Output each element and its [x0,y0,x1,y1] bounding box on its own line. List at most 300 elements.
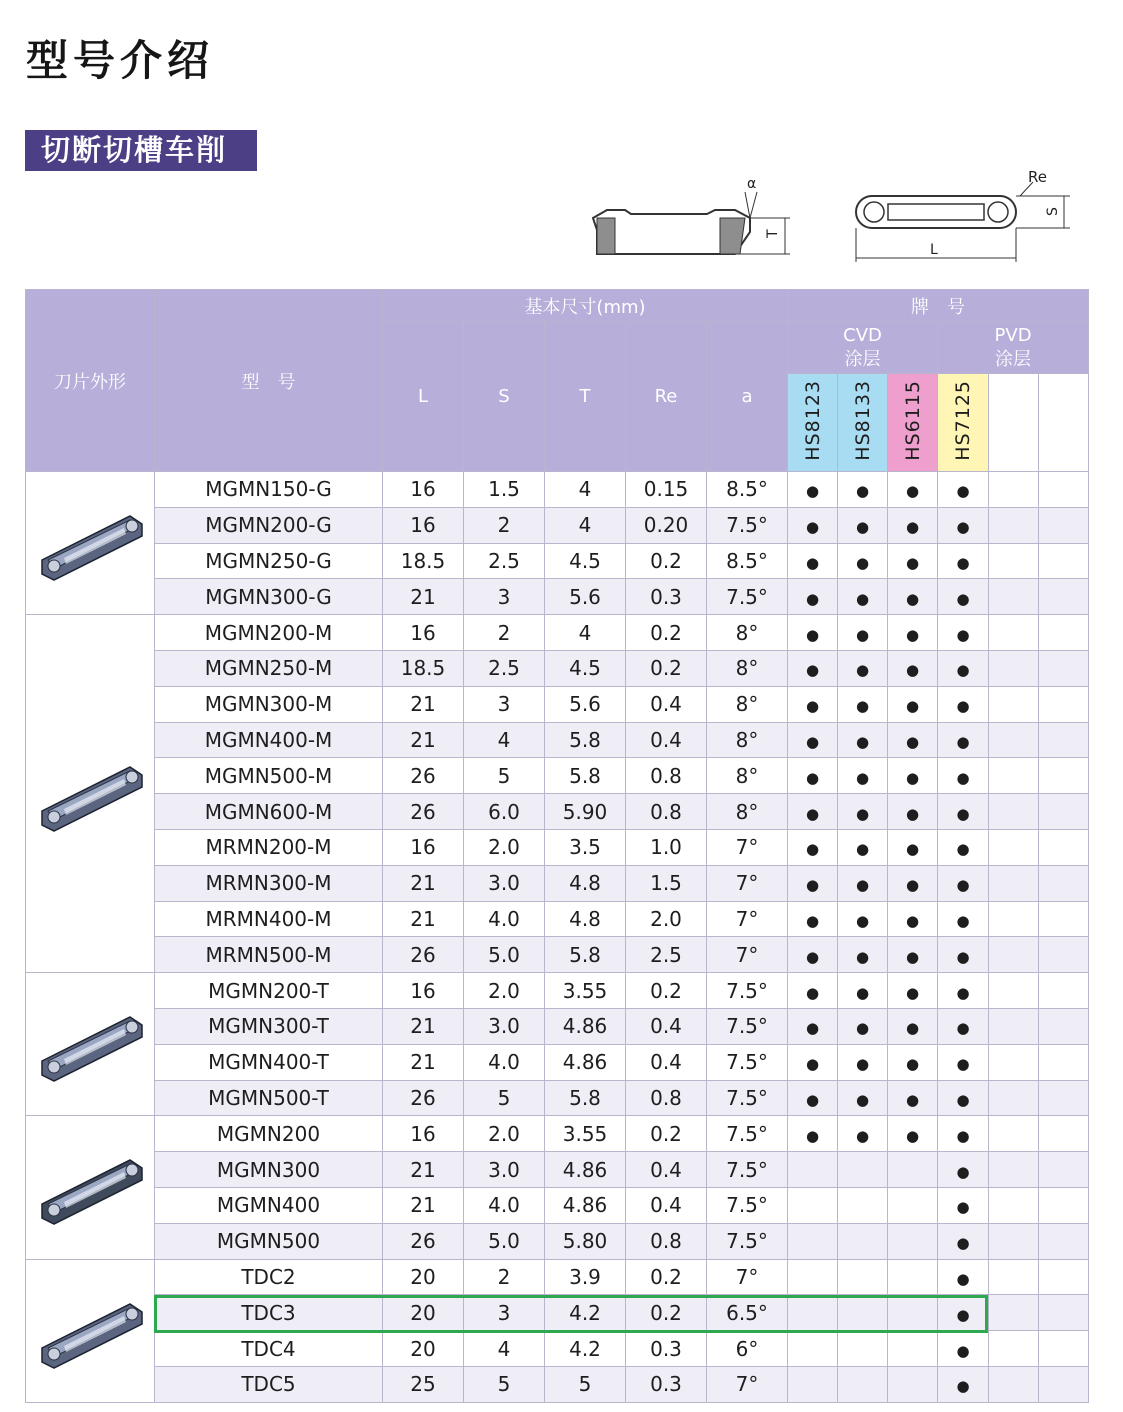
dim-a-cell: 7° [707,1259,788,1295]
model-cell: MGMN150-G [155,472,383,508]
dim-a-cell: 6.5° [707,1295,788,1331]
dim-a-cell: 7.5° [707,1044,788,1080]
model-cell: MRMN400-M [155,901,383,937]
availability-dot-icon: ● [805,482,820,501]
grade-dot-cell [888,973,938,1009]
dim-s-cell: 2.0 [464,973,545,1009]
grade-dot-cell [838,973,888,1009]
grade-dot-cell [788,973,838,1009]
section-tag: 切断切槽车削 [25,130,257,171]
grade-empty-cell [1039,507,1089,543]
table-row [26,1152,1089,1188]
table-row [26,1223,1089,1259]
availability-dot-icon: ● [956,589,970,608]
grade-empty-cell [1039,973,1089,1009]
table-row [26,1366,1089,1402]
dim-t-cell: 5.8 [545,722,626,758]
dim-re-cell: 0.8 [626,1080,707,1116]
grade-empty-cell [1039,758,1089,794]
grade-dot-cell [938,507,989,543]
grade-empty-cell [1039,829,1089,865]
grade-dot-cell [838,650,888,686]
availability-dot-icon: ● [805,697,820,716]
dim-t-cell: 3.5 [545,829,626,865]
model-cell: MGMN300-T [155,1008,383,1044]
grade-empty-cell [888,1259,938,1295]
grade-dot-cell [838,865,888,901]
header-col-l: L [383,322,464,472]
availability-dot-icon: ● [855,553,870,572]
grade-empty-cell [1039,579,1089,615]
availability-dot-icon: ● [805,804,820,823]
grade-empty-cell [989,865,1039,901]
table-row [26,686,1089,722]
grade-dot-cell [838,579,888,615]
grade-dot-cell [788,758,838,794]
availability-dot-icon: ● [905,1019,920,1038]
dim-t-cell: 3.55 [545,1116,626,1152]
grade-hs8133: HS8133 [838,374,888,472]
dim-a-cell: 8.5° [707,543,788,579]
dim-l-cell: 26 [383,758,464,794]
availability-dot-icon: ● [805,947,820,966]
grade-empty-cell [989,1259,1039,1295]
availability-dot-icon: ● [805,1090,820,1109]
grade-dot-cell [938,650,989,686]
table-row [26,973,1089,1009]
model-cell: MGMN200 [155,1116,383,1152]
availability-dot-icon: ● [956,947,970,966]
availability-dot-icon: ● [805,518,820,537]
grade-dot-cell [938,686,989,722]
grade-empty-cell [1039,1116,1089,1152]
availability-dot-icon: ● [855,840,870,859]
grade-dot-cell [938,973,989,1009]
grade-empty-cell [888,1152,938,1188]
grade-empty-cell [838,1259,888,1295]
availability-dot-icon: ● [855,625,870,644]
availability-dot-icon: ● [805,553,820,572]
availability-dot-icon: ● [956,1234,970,1253]
grade-empty-cell [989,1044,1039,1080]
model-cell: MRMN300-M [155,865,383,901]
model-cell: MGMN400-M [155,722,383,758]
grade-empty-cell [989,615,1039,651]
dim-re-cell: 0.3 [626,579,707,615]
grade-dot-cell [838,543,888,579]
page-title: 型号介绍 [26,36,215,85]
model-cell: MGMN250-M [155,650,383,686]
dim-a-cell: 7.5° [707,507,788,543]
dim-re-cell: 0.4 [626,722,707,758]
grade-dot-cell [788,507,838,543]
header-col-re: Re [626,322,707,472]
dim-t-cell: 4.86 [545,1044,626,1080]
availability-dot-icon: ● [956,1269,970,1288]
grade-dot-cell [888,686,938,722]
dim-s-cell: 2.5 [464,543,545,579]
grade-dot-cell [838,901,888,937]
dim-l-cell: 26 [383,937,464,973]
dim-s-cell: 2.0 [464,829,545,865]
dim-s-cell: 5 [464,1080,545,1116]
dim-re-cell: 0.2 [626,615,707,651]
dim-l-cell: 16 [383,973,464,1009]
grade-dot-cell [888,937,938,973]
availability-dot-icon: ● [905,1090,920,1109]
dim-re-cell: 0.20 [626,507,707,543]
dim-re-cell: 0.4 [626,1187,707,1223]
dim-re-cell: 0.8 [626,1223,707,1259]
grade-empty-cell [1039,1080,1089,1116]
dim-t-cell: 3.9 [545,1259,626,1295]
availability-dot-icon: ● [855,947,870,966]
dim-l-cell: 21 [383,722,464,758]
grade-empty-cell [989,543,1039,579]
availability-dot-icon: ● [905,911,920,930]
grade-dot-cell [838,829,888,865]
availability-dot-icon: ● [905,553,920,572]
model-cell: MGMN500-T [155,1080,383,1116]
model-cell: MGMN500 [155,1223,383,1259]
dim-a-cell: 7.5° [707,579,788,615]
dim-a-cell: 7° [707,901,788,937]
dim-s-cell: 2 [464,615,545,651]
dim-a-cell: 7.5° [707,1223,788,1259]
grade-dot-cell [938,937,989,973]
grade-empty-cell [1039,1008,1089,1044]
dim-re-cell: 0.2 [626,1259,707,1295]
availability-dot-icon: ● [956,840,970,859]
dim-t-cell: 4.5 [545,650,626,686]
model-cell: MRMN200-M [155,829,383,865]
dim-a-cell: 8° [707,722,788,758]
dim-s-cell: 3.0 [464,1152,545,1188]
dim-a-cell: 8.5° [707,472,788,508]
dim-l-cell: 25 [383,1366,464,1402]
spec-table [25,289,1089,1403]
grade-empty-cell [989,472,1039,508]
grade-empty-cell [1039,1152,1089,1188]
availability-dot-icon: ● [956,1305,970,1324]
grade-empty-cell [888,1187,938,1223]
grade-empty-cell [888,1331,938,1367]
dim-re-cell: 2.0 [626,901,707,937]
dim-s-cell: 5 [464,758,545,794]
availability-dot-icon: ● [905,804,920,823]
grade-empty-cell [1039,650,1089,686]
availability-dot-icon: ● [905,983,920,1002]
grade-dot-cell [788,829,838,865]
dim-s-cell: 2 [464,1259,545,1295]
table-row [26,650,1089,686]
header-col-t: T [545,322,626,472]
dim-t-cell: 4.86 [545,1187,626,1223]
grade-empty-cell [838,1187,888,1223]
grade-dot-cell [838,758,888,794]
grade-empty-cell [989,758,1039,794]
availability-dot-icon: ● [805,1019,820,1038]
dim-t-cell: 5.6 [545,686,626,722]
dim-re-cell: 0.3 [626,1331,707,1367]
availability-dot-icon: ● [905,625,920,644]
dim-s-cell: 3 [464,686,545,722]
availability-dot-icon: ● [805,1126,820,1145]
dim-l-cell: 26 [383,794,464,830]
model-cell: MGMN200-G [155,507,383,543]
dim-l-cell: 18.5 [383,650,464,686]
availability-dot-icon: ● [905,947,920,966]
grade-dot-cell [788,722,838,758]
dim-a-cell: 7.5° [707,1187,788,1223]
table-row [26,1008,1089,1044]
model-cell: MGMN250-G [155,543,383,579]
dim-a-cell: 7.5° [707,973,788,1009]
dim-s-cell: 5 [464,1366,545,1402]
dim-s-cell: 3 [464,579,545,615]
dim-re-cell: 0.4 [626,1008,707,1044]
insert-t-series-image [26,973,155,1116]
grade-dot-cell [788,472,838,508]
grade-dot-cell [938,472,989,508]
header-col-a: a [707,322,788,472]
dim-t-cell: 4.5 [545,543,626,579]
grade-empty-cell [1039,865,1089,901]
grade-empty-cell [989,973,1039,1009]
model-cell: MGMN400 [155,1187,383,1223]
grade-empty-cell [1039,937,1089,973]
availability-dot-icon: ● [956,732,970,751]
availability-dot-icon: ● [805,661,820,680]
dim-re-cell: 0.2 [626,543,707,579]
header-dimensions: 基本尺寸(mm) [383,290,788,322]
dim-re-cell: 0.4 [626,686,707,722]
dim-t-cell: 5.90 [545,794,626,830]
dim-s-cell: 5.0 [464,1223,545,1259]
grade-dot-cell [838,937,888,973]
grade-empty-cell [788,1295,838,1331]
table-row [26,1187,1089,1223]
t-label: T [765,229,781,238]
availability-dot-icon: ● [956,1055,970,1074]
dim-a-cell: 7.5° [707,1116,788,1152]
grade-hs7125: HS7125 [938,374,989,472]
availability-dot-icon: ● [805,732,820,751]
dim-a-cell: 7° [707,865,788,901]
grade-empty-cell [989,1223,1039,1259]
dim-l-cell: 21 [383,686,464,722]
header-pvd: PVD 涂层 [938,322,1089,374]
table-row [26,758,1089,794]
dim-t-cell: 5.80 [545,1223,626,1259]
availability-dot-icon: ● [855,732,870,751]
dim-l-cell: 26 [383,1223,464,1259]
availability-dot-icon: ● [855,804,870,823]
grade-empty-cell [989,1295,1039,1331]
dim-t-cell: 4.8 [545,865,626,901]
availability-dot-icon: ● [805,876,820,895]
grade-dot-cell [938,1259,989,1295]
dim-a-cell: 8° [707,686,788,722]
grade-empty-cell [989,1116,1039,1152]
grade-dot-cell [888,1080,938,1116]
availability-dot-icon: ● [855,697,870,716]
grade-empty-cell [1039,1187,1089,1223]
grade-empty-cell [989,1366,1039,1402]
availability-dot-icon: ● [905,1126,920,1145]
grade-dot-cell [938,1295,989,1331]
dim-s-cell: 6.0 [464,794,545,830]
grade-empty-cell [1039,543,1089,579]
model-cell: TDC2 [155,1259,383,1295]
grade-empty-cell [989,794,1039,830]
grade-dot-cell [938,829,989,865]
grade-empty-cell [989,507,1039,543]
table-row [26,1295,1089,1331]
dim-re-cell: 0.2 [626,973,707,1009]
dim-t-cell: 5.8 [545,758,626,794]
availability-dot-icon: ● [956,1198,970,1217]
dim-l-cell: 21 [383,865,464,901]
availability-dot-icon: ● [805,589,820,608]
dim-t-cell: 5.8 [545,1080,626,1116]
availability-dot-icon: ● [855,1090,870,1109]
dim-s-cell: 3 [464,1295,545,1331]
dim-s-cell: 1.5 [464,472,545,508]
grade-dot-cell [938,1044,989,1080]
header-grades: 牌 号 [788,290,1089,322]
availability-dot-icon: ● [956,1341,970,1360]
availability-dot-icon: ● [905,697,920,716]
availability-dot-icon: ● [805,1055,820,1074]
model-cell: MGMN500-M [155,758,383,794]
header-model: 型 号 [155,290,383,472]
grade-hs8123: HS8123 [788,374,838,472]
grade-empty-cell [1039,686,1089,722]
grade-dot-cell [888,650,938,686]
table-row [26,794,1089,830]
availability-dot-icon: ● [805,983,820,1002]
grade-empty-cell [1039,615,1089,651]
availability-dot-icon: ● [956,876,970,895]
grade-empty-cell [989,650,1039,686]
table-row [26,1116,1089,1152]
availability-dot-icon: ● [905,1055,920,1074]
dim-l-cell: 16 [383,1116,464,1152]
dim-l-cell: 16 [383,615,464,651]
model-cell: MGMN300-G [155,579,383,615]
availability-dot-icon: ● [956,553,970,572]
grade-dot-cell [788,865,838,901]
model-cell: MRMN500-M [155,937,383,973]
availability-dot-icon: ● [956,518,970,537]
dim-l-cell: 21 [383,1152,464,1188]
grade-empty-cell [1039,1223,1089,1259]
model-cell: MGMN600-M [155,794,383,830]
table-row [26,1331,1089,1367]
grade-empty-cell [1039,794,1089,830]
table-row [26,615,1089,651]
grade-dot-cell [938,1187,989,1223]
grade-dot-cell [838,1044,888,1080]
grade-dot-cell [888,829,938,865]
table-row [26,1259,1089,1295]
grade-dot-cell [938,794,989,830]
grade-dot-cell [788,794,838,830]
grade-empty-1 [989,374,1039,472]
availability-dot-icon: ● [956,661,970,680]
grade-dot-cell [838,1116,888,1152]
dim-s-cell: 4.0 [464,1044,545,1080]
dim-s-cell: 5.0 [464,937,545,973]
grade-empty-cell [788,1152,838,1188]
availability-dot-icon: ● [956,1377,970,1396]
grade-dot-cell [888,1116,938,1152]
dim-s-cell: 2 [464,507,545,543]
availability-dot-icon: ● [956,1162,970,1181]
table-row [26,865,1089,901]
availability-dot-icon: ● [855,1055,870,1074]
dim-t-cell: 5.6 [545,579,626,615]
availability-dot-icon: ● [956,983,970,1002]
dim-re-cell: 0.4 [626,1044,707,1080]
dim-s-cell: 4.0 [464,1187,545,1223]
grade-dot-cell [838,722,888,758]
dim-l-cell: 21 [383,901,464,937]
grade-empty-cell [989,1187,1039,1223]
insert-tdc-series-image [26,1259,155,1402]
dim-a-cell: 7° [707,829,788,865]
table-row [26,472,1089,508]
grade-empty-cell [788,1331,838,1367]
grade-empty-cell [1039,1044,1089,1080]
grade-empty-cell [888,1366,938,1402]
availability-dot-icon: ● [905,661,920,680]
dim-re-cell: 0.2 [626,650,707,686]
dim-a-cell: 8° [707,794,788,830]
availability-dot-icon: ● [855,1126,870,1145]
grade-empty-cell [888,1223,938,1259]
dim-t-cell: 4.86 [545,1008,626,1044]
grade-empty-cell [1039,1331,1089,1367]
table-row [26,543,1089,579]
availability-dot-icon: ● [855,482,870,501]
dim-l-cell: 16 [383,472,464,508]
availability-dot-icon: ● [956,768,970,787]
grade-empty-cell [1039,1259,1089,1295]
grade-dot-cell [938,901,989,937]
grade-dot-cell [888,472,938,508]
header-shape: 刀片外形 [26,290,155,472]
grade-empty-cell [888,1295,938,1331]
grade-empty-cell [989,901,1039,937]
dim-a-cell: 8° [707,615,788,651]
grade-dot-cell [938,615,989,651]
dim-a-cell: 7° [707,937,788,973]
insert-g-series-image [26,472,155,615]
dim-re-cell: 0.15 [626,472,707,508]
grade-dot-cell [888,543,938,579]
dim-l-cell: 21 [383,1008,464,1044]
availability-dot-icon: ● [956,482,970,501]
dim-a-cell: 8° [707,650,788,686]
grade-dot-cell [788,937,838,973]
dim-s-cell: 3.0 [464,865,545,901]
grade-empty-cell [989,829,1039,865]
grade-dot-cell [938,1366,989,1402]
availability-dot-icon: ● [855,983,870,1002]
grade-dot-cell [838,615,888,651]
